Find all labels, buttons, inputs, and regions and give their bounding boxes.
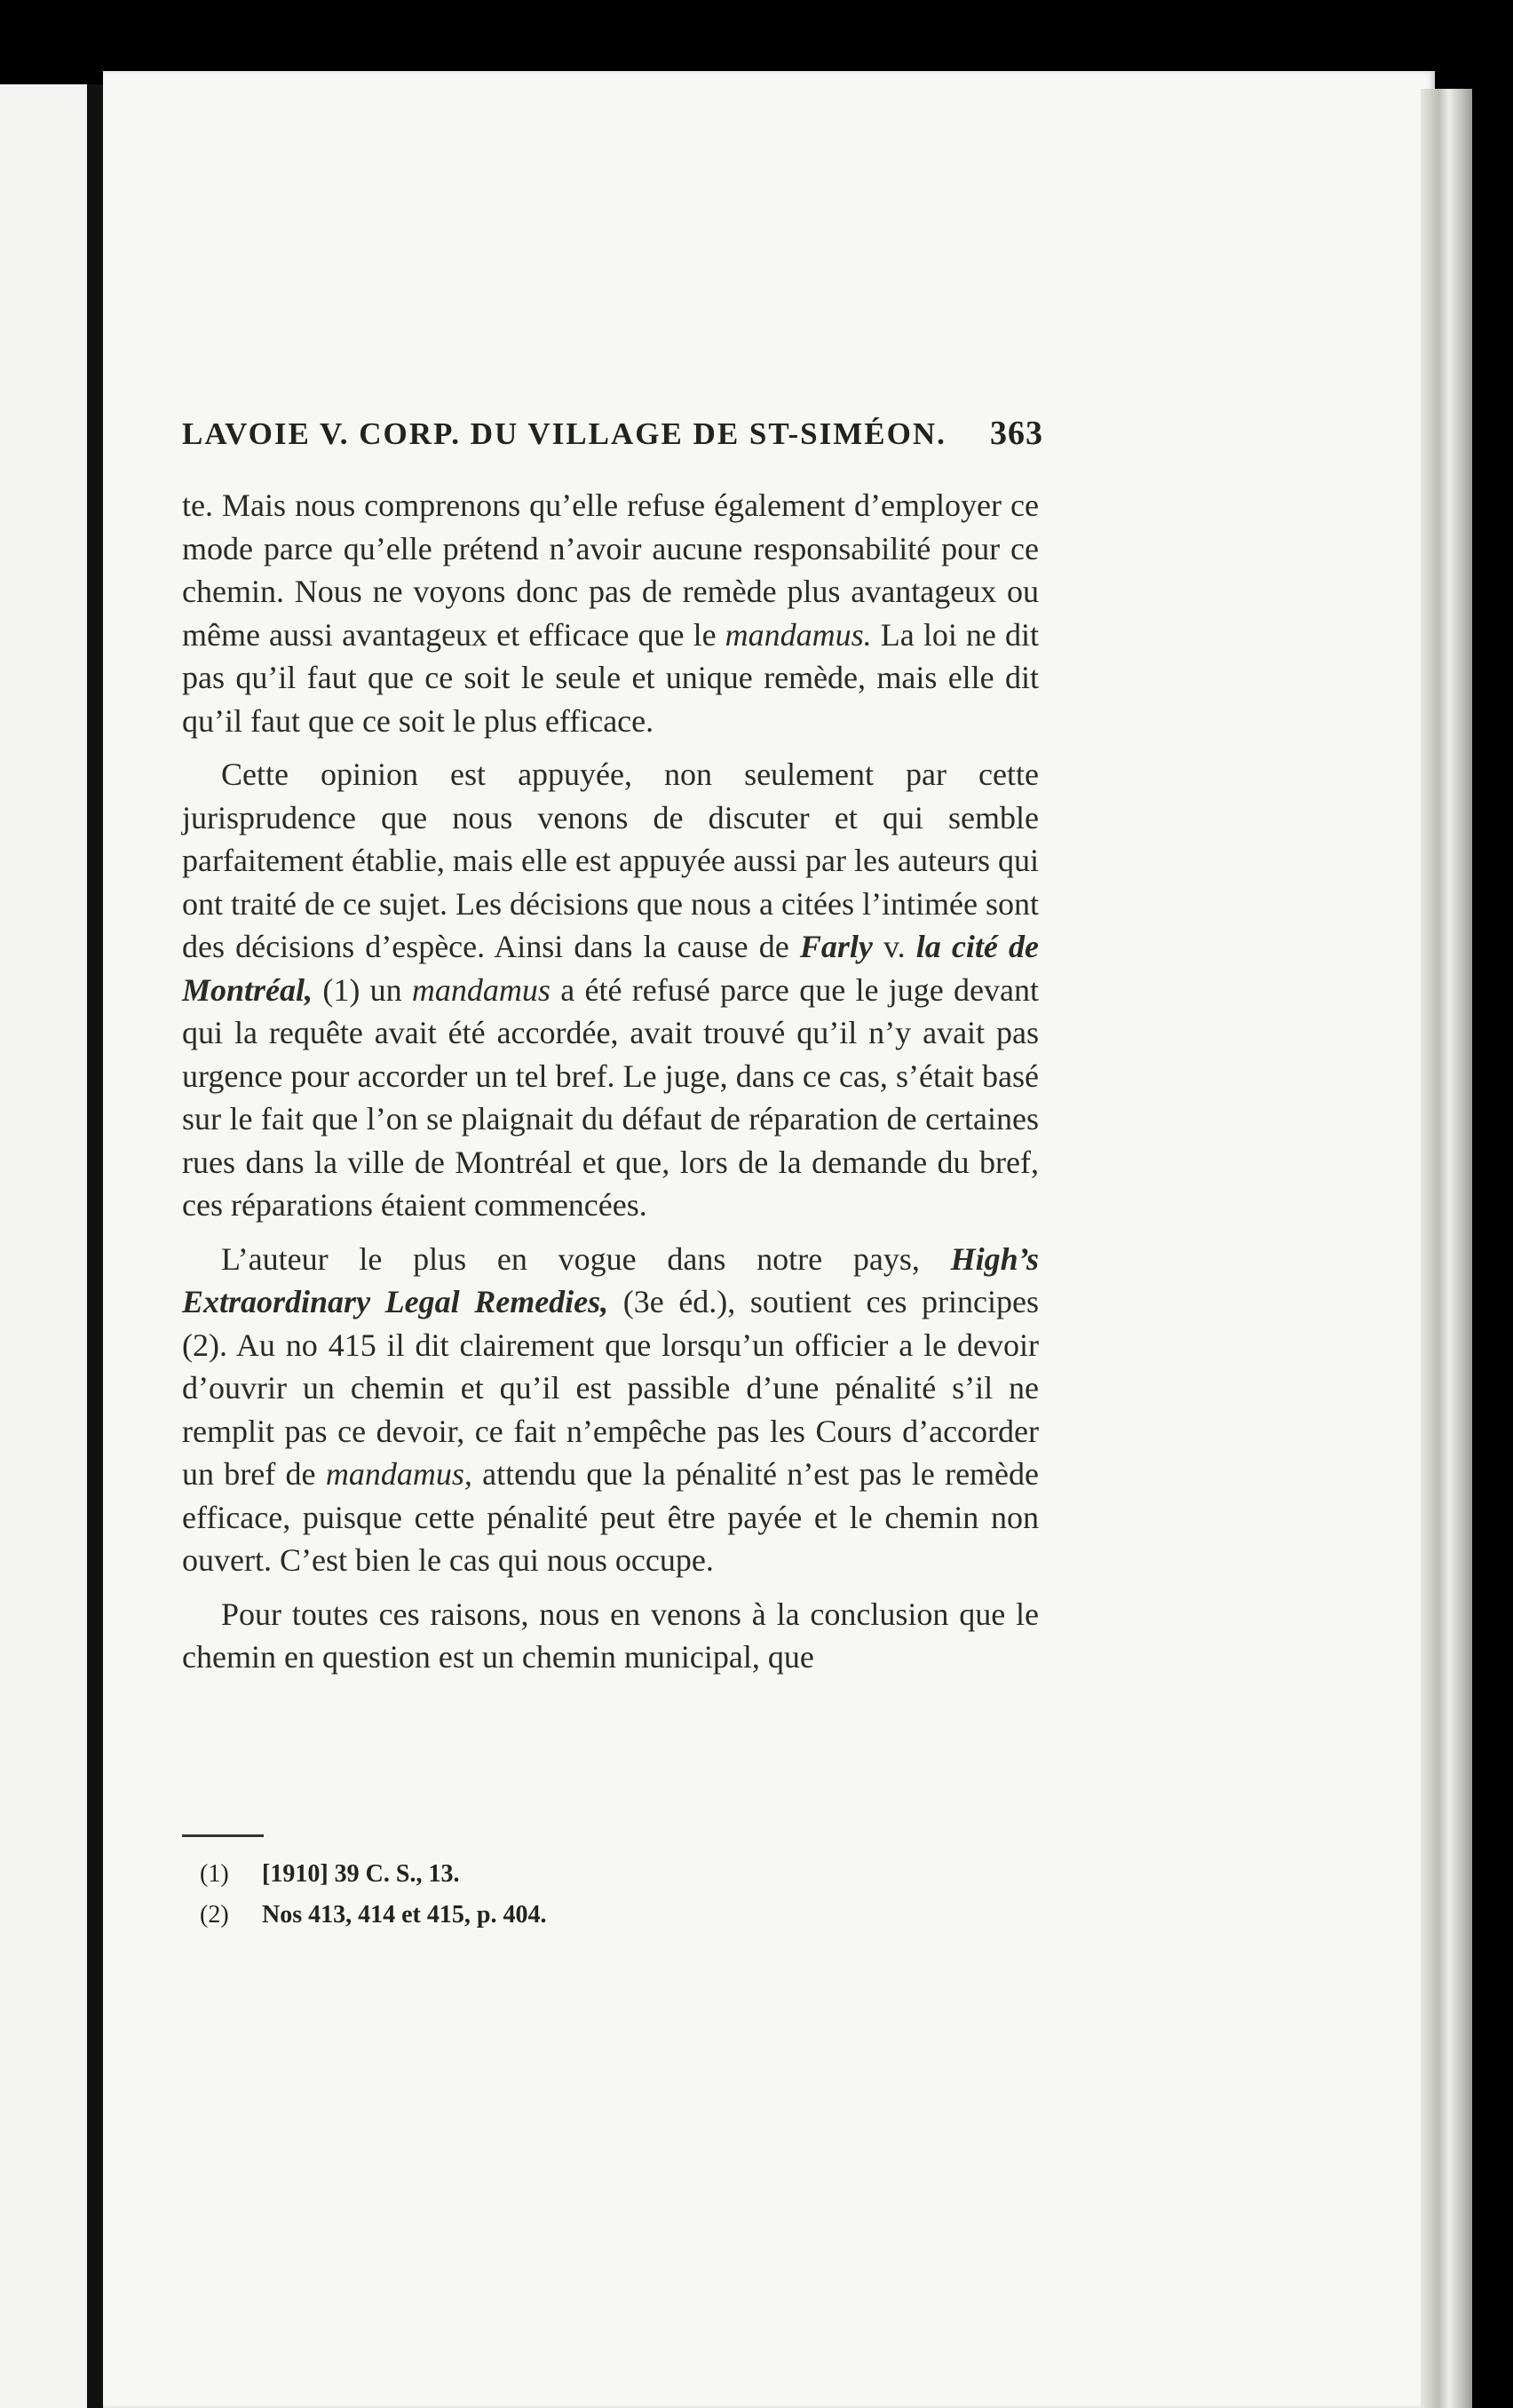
book-gutter [87, 84, 103, 2408]
left-page-edge [0, 84, 87, 2408]
text-run: attendu que la pénalité n’est pas le remède efficace, puisque cette pénalité peut être payée et le chemin non ouvert. C’est bien le cas qui nous occupe. [182, 1456, 1040, 1578]
emphasized-text: la cité de Montréal, [182, 929, 1039, 1008]
text-run: te. Mais nous comprenons qu’elle refuse également d’employer ce mode parce qu’elle prétend n’avoir aucune responsabilité pour ce chemin. Nous ne voyons donc pas de remède plus avantageux ou même aussi avantageux et efficace que le [182, 487, 1039, 653]
text-run: L’auteur le plus en vogue dans notre pays, [221, 1240, 951, 1277]
text-run: v. [872, 929, 916, 964]
paragraph [182, 484, 1039, 742]
running-head-title: LAVOIE V. CORP. DU VILLAGE DE ST-SIMÉON. [182, 416, 947, 451]
footnote-marker: (2) [200, 1901, 229, 1929]
footnote-rule [182, 1834, 264, 1837]
paragraph [182, 1238, 1039, 1582]
scan-border [1472, 89, 1513, 2408]
page-number: 363 [990, 415, 1043, 452]
footnote-text: Nos 413, 414 et 415, p. 404. [262, 1901, 547, 1929]
emphasized-text: mandamus. [725, 616, 872, 653]
text-run: La loi ne dit pas qu’il faut que ce soit le seule et unique remède, mais elle dit qu’il faut que ce soit le plus efficace. [182, 616, 1039, 739]
text-run: (1) un [313, 971, 412, 1008]
footnote-text: [1910] 39 C. S., 13. [262, 1860, 460, 1888]
text-run: a été refusé parce que le juge devant qui la requête avait été accordée, avait trouvé qu’il n’y avait pas urgence pour accorder un tel bref. Le juge, dans ce cas, s’était basé sur le fait que l’on se plaignait du défaut de réparation de certaines rues dans la ville de Montréal et que, lors de la demande du bref, ces réparations étaient commencées. [182, 971, 1039, 1223]
emphasized-text: mandamus, [325, 1456, 472, 1492]
paragraph [182, 1593, 1039, 1679]
footnote [200, 1854, 910, 1895]
emphasized-text: Farly [799, 929, 873, 964]
text-run: (3e éd.), soutient ces principes (2). Au no 415 il dit clairement que lorsqu’un officier a le devoir d’ouvrir un chemin et qu’il est passible d’une pénalité s’il ne remplit pas ce devoir, ce fait n’empêche pas les Cours d’accorder un bref de [182, 1284, 1039, 1492]
right-page-edge [1421, 89, 1472, 2408]
body-text [182, 484, 1039, 1679]
emphasized-text: mandamus [411, 971, 551, 1008]
running-head [182, 414, 1043, 453]
emphasized-text: High’s Extraordinary Legal Remedies, [182, 1240, 1039, 1319]
text-run: Cette opinion est appuyée, non seulement par cette jurisprudence que nous venons de discuter et qui semble parfaitement établie, mais elle est appuyée aussi par les auteurs qui ont traité de ce sujet. Les décisions que nous a citées l’intimée sont des décisions d’espèce. Ainsi dans la cause de [182, 756, 1039, 964]
paragraph [182, 753, 1039, 1227]
footnote [200, 1895, 910, 1936]
footnotes [200, 1854, 910, 1936]
text-run: Pour toutes ces raisons, nous en venons à la conclusion que le chemin en question est un chemin municipal, que [182, 1596, 1039, 1675]
footnote-marker: (1) [200, 1860, 229, 1888]
